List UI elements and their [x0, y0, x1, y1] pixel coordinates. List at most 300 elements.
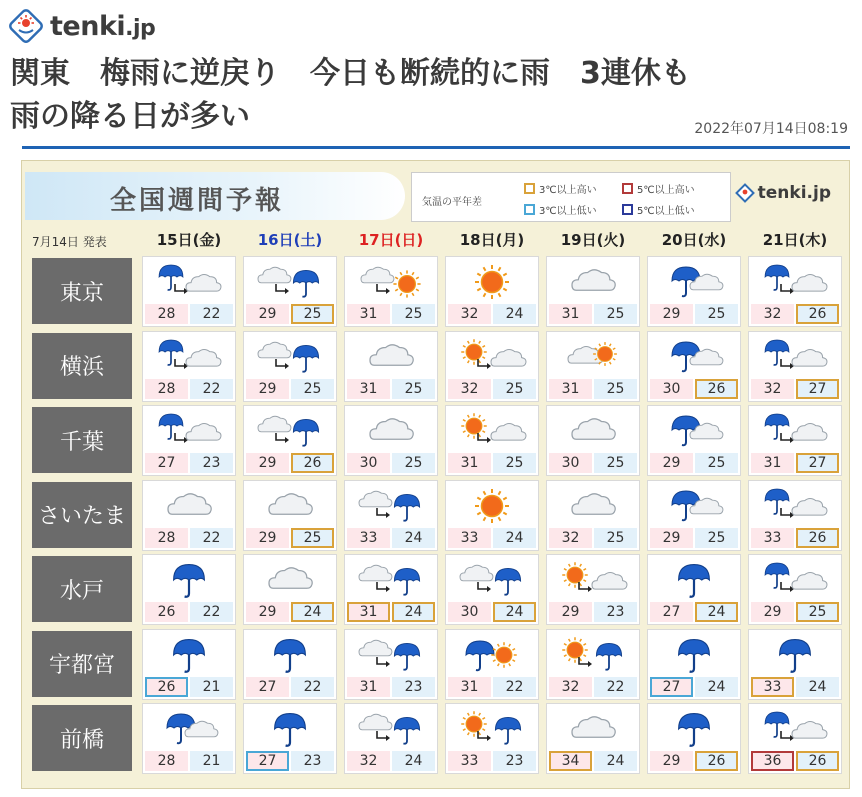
high-temp: 29 — [549, 602, 592, 622]
umbrella-icon — [495, 717, 520, 743]
temperature-pair — [549, 304, 637, 324]
legend-label: 気温の平年差 — [422, 197, 482, 208]
umbrella-icon — [174, 565, 205, 597]
high-temp: 28 — [145, 379, 188, 399]
low-temp: 24 — [392, 602, 435, 622]
cloud-icon — [792, 722, 827, 739]
cloud-then-rain-weather-icon — [244, 257, 336, 305]
rain-then-cloud-weather-icon — [143, 406, 235, 454]
temperature-pair — [145, 379, 233, 399]
cloud-weather-icon — [547, 257, 639, 305]
temperature-pair — [549, 602, 637, 622]
high-temp: 33 — [448, 751, 491, 771]
high-temp: 31 — [549, 379, 592, 399]
sun-icon — [461, 711, 487, 737]
sun-then-cloud-weather-icon — [446, 332, 538, 380]
low-temp: 22 — [190, 304, 233, 324]
high-temp: 30 — [549, 453, 592, 473]
tenki-logo-icon — [735, 183, 755, 203]
arrow-icon — [276, 433, 289, 443]
cloud-weather-icon — [345, 332, 437, 380]
day-header: 17日(日) — [358, 231, 424, 249]
sun-icon — [562, 637, 588, 663]
forecast-cell — [142, 331, 236, 402]
high-temp: 29 — [650, 453, 693, 473]
forecast-cell — [344, 480, 438, 551]
city-name: さいたま — [32, 482, 132, 548]
umbrella-icon — [679, 639, 710, 671]
forecast-cell — [546, 256, 640, 327]
temperature-pair — [751, 602, 839, 622]
forecast-cell — [647, 405, 741, 476]
day-header: 19日(火) — [560, 231, 626, 249]
temperature-pair — [751, 528, 839, 548]
low-temp: 26 — [796, 528, 839, 548]
umbrella-icon — [293, 419, 318, 445]
low-temp: 25 — [695, 453, 738, 473]
sun-icon — [491, 642, 517, 668]
low-temp: 23 — [392, 677, 435, 697]
cloud-icon — [359, 640, 392, 656]
low-temp: 24 — [796, 677, 839, 697]
cloud-icon — [269, 568, 312, 588]
weekly-forecast-board — [21, 160, 850, 789]
sun-icon — [562, 562, 588, 588]
temperature-pair — [650, 379, 738, 399]
forecast-cell — [748, 480, 842, 551]
high-temp: 30 — [650, 379, 693, 399]
high-temp: 29 — [246, 304, 289, 324]
cloud-weather-icon — [345, 406, 437, 454]
high-temp: 29 — [751, 602, 794, 622]
forecast-cell — [344, 331, 438, 402]
legend-swatch — [622, 204, 633, 215]
cloud-icon — [792, 275, 827, 292]
low-temp: 27 — [796, 379, 839, 399]
temperature-pair — [145, 751, 233, 771]
header-divider — [22, 146, 850, 149]
forecast-cell — [546, 629, 640, 700]
high-temp: 28 — [145, 528, 188, 548]
cloud-then-rain-weather-icon — [244, 406, 336, 454]
cloud-icon — [792, 498, 827, 515]
temperature-pair — [145, 602, 233, 622]
rain-weather-icon — [648, 704, 740, 752]
low-temp: 22 — [594, 677, 637, 697]
low-temp: 27 — [796, 453, 839, 473]
umbrella-icon — [394, 643, 419, 669]
board-title: 全国週間予報 — [110, 186, 285, 216]
cloud-weather-icon — [547, 406, 639, 454]
low-temp: 24 — [594, 751, 637, 771]
forecast-cell — [647, 256, 741, 327]
forecast-cell — [243, 331, 337, 402]
forecast-cell — [546, 554, 640, 625]
cloud-icon — [491, 349, 526, 366]
forecast-cell — [445, 480, 539, 551]
temperature-pair — [246, 453, 334, 473]
sun-weather-icon — [446, 257, 538, 305]
legend-swatch — [524, 183, 535, 194]
temperature-pair — [246, 751, 334, 771]
low-temp: 23 — [190, 453, 233, 473]
temperature-pair — [246, 677, 334, 697]
sun-icon — [393, 270, 420, 297]
article-date: 2022年07月14日08:19 — [694, 121, 848, 137]
low-temp: 22 — [190, 528, 233, 548]
legend-item-warm-3: 3℃以上高い — [524, 181, 597, 196]
high-temp: 31 — [751, 453, 794, 473]
umbrella-icon — [275, 639, 306, 671]
forecast-cell — [243, 480, 337, 551]
high-temp: 32 — [448, 304, 491, 324]
umbrella-icon — [466, 641, 494, 670]
umbrella-icon — [293, 345, 318, 371]
forecast-cell — [748, 331, 842, 402]
low-temp: 21 — [190, 751, 233, 771]
umbrella-icon — [174, 639, 205, 671]
cloud-then-rain-weather-icon — [345, 555, 437, 603]
umbrella-icon — [275, 714, 306, 746]
umbrella-icon — [765, 712, 789, 737]
rain-then-cloud-weather-icon — [749, 257, 841, 305]
high-temp: 31 — [347, 602, 390, 622]
temperature-pair — [650, 304, 738, 324]
low-temp: 24 — [493, 528, 536, 548]
high-temp: 27 — [246, 677, 289, 697]
headline-line-2: 雨の降る日が多い — [10, 99, 250, 134]
rain-weather-icon — [648, 630, 740, 678]
logo-text: tenki.jp — [50, 10, 156, 42]
high-temp: 26 — [145, 602, 188, 622]
city-name: 水戸 — [32, 556, 132, 622]
umbrella-icon — [394, 717, 419, 743]
temperature-pair — [145, 304, 233, 324]
low-temp: 25 — [594, 453, 637, 473]
low-temp: 26 — [796, 751, 839, 771]
umbrella-icon — [394, 494, 419, 520]
high-temp: 32 — [549, 528, 592, 548]
temperature-pair — [549, 677, 637, 697]
temperature-pair — [246, 528, 334, 548]
low-temp: 23 — [493, 751, 536, 771]
arrow-icon — [276, 359, 289, 369]
city-name: 千葉 — [32, 407, 132, 473]
forecast-cell — [748, 256, 842, 327]
umbrella-icon — [159, 265, 183, 290]
rain-with-sun-weather-icon — [446, 630, 538, 678]
sun-then-cloud-weather-icon — [547, 555, 639, 603]
low-temp: 25 — [594, 528, 637, 548]
cloud-icon — [792, 349, 827, 366]
high-temp: 30 — [347, 453, 390, 473]
umbrella-icon — [679, 714, 710, 746]
temperature-pair — [549, 751, 637, 771]
rain-weather-icon — [143, 555, 235, 603]
high-temp: 28 — [145, 751, 188, 771]
cloud-then-rain-weather-icon — [446, 555, 538, 603]
headline-line-1: 関東 梅雨に逆戻り 今日も断続的に雨 3連休も — [10, 56, 691, 91]
rain-weather-icon — [143, 630, 235, 678]
umbrella-icon — [293, 270, 318, 296]
temperature-pair — [347, 528, 435, 548]
forecast-cell — [142, 554, 236, 625]
umbrella-icon — [394, 568, 419, 594]
forecast-cell — [445, 703, 539, 774]
forecast-cell — [546, 480, 640, 551]
forecast-cell — [243, 405, 337, 476]
temperature-pair — [246, 602, 334, 622]
cloud-then-rain-weather-icon — [345, 630, 437, 678]
day-header: 15日(金) — [156, 231, 222, 249]
low-temp: 25 — [594, 379, 637, 399]
low-temp: 22 — [190, 602, 233, 622]
cloud-icon — [258, 416, 291, 432]
low-temp: 23 — [594, 602, 637, 622]
low-temp: 23 — [291, 751, 334, 771]
forecast-cell — [748, 703, 842, 774]
forecast-cell — [344, 554, 438, 625]
low-temp: 26 — [695, 379, 738, 399]
forecast-cell — [243, 703, 337, 774]
cloud-weather-icon — [547, 704, 639, 752]
low-temp: 25 — [392, 453, 435, 473]
high-temp: 33 — [347, 528, 390, 548]
sun-then-rain-weather-icon — [446, 704, 538, 752]
high-temp: 32 — [751, 304, 794, 324]
cloud-icon — [370, 344, 413, 364]
low-temp: 24 — [291, 602, 334, 622]
sun-then-cloud-weather-icon — [446, 406, 538, 454]
forecast-cell — [445, 405, 539, 476]
low-temp: 26 — [796, 304, 839, 324]
arrow-icon — [377, 508, 390, 518]
high-temp: 33 — [751, 677, 794, 697]
umbrella-icon — [765, 563, 789, 588]
high-temp: 27 — [246, 751, 289, 771]
forecast-cell — [546, 331, 640, 402]
low-temp: 25 — [493, 453, 536, 473]
low-temp: 25 — [291, 379, 334, 399]
forecast-cell — [243, 629, 337, 700]
low-temp: 25 — [695, 528, 738, 548]
sun-icon — [475, 265, 509, 299]
rain-then-cloud-weather-icon — [749, 332, 841, 380]
rain-then-cloud-weather-icon — [749, 704, 841, 752]
low-temp: 22 — [493, 677, 536, 697]
arrow-icon — [276, 284, 289, 294]
cloud-icon — [359, 565, 392, 581]
cloud-icon — [592, 573, 627, 590]
forecast-cell — [647, 480, 741, 551]
city-name: 東京 — [32, 258, 132, 324]
sun-then-rain-weather-icon — [547, 630, 639, 678]
arrow-icon — [478, 433, 491, 443]
temperature-pair — [145, 677, 233, 697]
cloud-with-sun-weather-icon — [547, 332, 639, 380]
umbrella-icon — [596, 643, 621, 669]
high-temp: 29 — [246, 379, 289, 399]
temperature-pair — [448, 677, 536, 697]
low-temp: 26 — [695, 751, 738, 771]
cloud-icon — [361, 267, 394, 283]
cloud-icon — [572, 419, 615, 439]
rain-then-cloud-weather-icon — [749, 406, 841, 454]
rain-weather-icon — [749, 630, 841, 678]
low-temp: 25 — [594, 304, 637, 324]
high-temp: 29 — [650, 751, 693, 771]
forecast-cell — [445, 629, 539, 700]
high-temp: 27 — [145, 453, 188, 473]
temperature-pair — [347, 453, 435, 473]
high-temp: 34 — [549, 751, 592, 771]
legend-item-warm-5: 5℃以上高い — [622, 181, 695, 196]
forecast-cell — [344, 256, 438, 327]
umbrella-icon — [495, 568, 520, 594]
high-temp: 29 — [650, 304, 693, 324]
city-name: 横浜 — [32, 333, 132, 399]
temperature-pair — [650, 528, 738, 548]
cloud-icon — [186, 349, 221, 366]
high-temp: 27 — [650, 677, 693, 697]
temperature-pair — [448, 453, 536, 473]
cloud-then-sun-weather-icon — [345, 257, 437, 305]
high-temp: 31 — [448, 453, 491, 473]
rain-with-cloud-weather-icon — [648, 481, 740, 529]
temperature-pair — [347, 379, 435, 399]
cloud-icon — [792, 573, 827, 590]
legend-swatch — [524, 204, 535, 215]
high-temp: 30 — [448, 602, 491, 622]
forecast-cell — [647, 331, 741, 402]
low-temp: 25 — [291, 528, 334, 548]
rain-then-cloud-weather-icon — [749, 481, 841, 529]
high-temp: 29 — [246, 453, 289, 473]
cloud-icon — [572, 493, 615, 513]
temperature-pair — [448, 751, 536, 771]
legend-swatch — [622, 183, 633, 194]
high-temp: 31 — [448, 677, 491, 697]
arrow-icon — [377, 731, 390, 741]
forecast-cell — [647, 703, 741, 774]
forecast-cell — [647, 554, 741, 625]
rain-weather-icon — [648, 555, 740, 603]
forecast-cell — [546, 703, 640, 774]
cloud-weather-icon — [143, 481, 235, 529]
temperature-pair — [246, 379, 334, 399]
high-temp: 26 — [145, 677, 188, 697]
umbrella-icon — [765, 414, 789, 439]
umbrella-icon — [765, 340, 789, 365]
cloud-icon — [186, 275, 221, 292]
forecast-cell — [546, 405, 640, 476]
cloud-icon — [258, 342, 291, 358]
umbrella-icon — [765, 489, 789, 514]
board-logo: tenki.jp — [735, 183, 831, 203]
rain-with-cloud-weather-icon — [648, 257, 740, 305]
high-temp: 31 — [347, 677, 390, 697]
forecast-cell — [748, 629, 842, 700]
high-temp: 32 — [347, 751, 390, 771]
rain-weather-icon — [244, 704, 336, 752]
temperature-pair — [448, 304, 536, 324]
temperature-pair — [448, 379, 536, 399]
forecast-cell — [647, 629, 741, 700]
low-temp: 22 — [190, 379, 233, 399]
arrow-icon — [478, 359, 491, 369]
forecast-cell — [344, 405, 438, 476]
legend-item-cool-5: 5℃以上低い — [622, 202, 695, 217]
temperature-pair — [246, 304, 334, 324]
umbrella-icon — [159, 340, 183, 365]
low-temp: 25 — [392, 379, 435, 399]
temperature-pair — [145, 528, 233, 548]
temperature-pair — [650, 602, 738, 622]
temperature-pair — [650, 677, 738, 697]
low-temp: 24 — [392, 751, 435, 771]
temperature-pair — [347, 677, 435, 697]
temperature-pair — [549, 379, 637, 399]
high-temp: 32 — [549, 677, 592, 697]
umbrella-icon — [679, 565, 710, 597]
rain-then-cloud-weather-icon — [749, 555, 841, 603]
cloud-icon — [572, 717, 615, 737]
cloud-icon — [359, 491, 392, 507]
cloud-icon — [186, 424, 221, 441]
temperature-pair — [448, 602, 536, 622]
day-header: 18日(月) — [459, 231, 525, 249]
day-header: 16日(土) — [257, 231, 323, 249]
high-temp: 36 — [751, 751, 794, 771]
temperature-pair — [650, 453, 738, 473]
forecast-cell — [445, 256, 539, 327]
day-header: 21日(木) — [762, 231, 828, 249]
cloud-weather-icon — [244, 481, 336, 529]
sun-icon — [461, 339, 487, 365]
forecast-cell — [445, 554, 539, 625]
site-logo[interactable] — [8, 6, 155, 46]
high-temp: 27 — [650, 602, 693, 622]
temperature-pair — [145, 453, 233, 473]
high-temp: 33 — [751, 528, 794, 548]
city-name: 宇都宮 — [32, 631, 132, 697]
cloud-weather-icon — [244, 555, 336, 603]
cloud-icon — [359, 714, 392, 730]
temperature-legend — [411, 172, 731, 222]
forecast-cell — [344, 703, 438, 774]
board-banner — [25, 172, 405, 220]
forecast-cell — [243, 554, 337, 625]
low-temp: 25 — [392, 304, 435, 324]
sun-icon — [475, 489, 509, 523]
cloud-icon — [572, 270, 615, 290]
rain-with-cloud-weather-icon — [648, 406, 740, 454]
temperature-pair — [448, 528, 536, 548]
low-temp: 24 — [493, 602, 536, 622]
forecast-cell — [142, 480, 236, 551]
forecast-cell — [344, 629, 438, 700]
low-temp: 24 — [392, 528, 435, 548]
forecast-cell — [142, 405, 236, 476]
cloud-then-rain-weather-icon — [345, 481, 437, 529]
rain-weather-icon — [244, 630, 336, 678]
low-temp: 26 — [291, 453, 334, 473]
arrow-icon — [377, 284, 390, 294]
arrow-icon — [579, 582, 592, 592]
city-name: 前橋 — [32, 705, 132, 771]
high-temp: 29 — [246, 528, 289, 548]
umbrella-icon — [780, 639, 811, 671]
